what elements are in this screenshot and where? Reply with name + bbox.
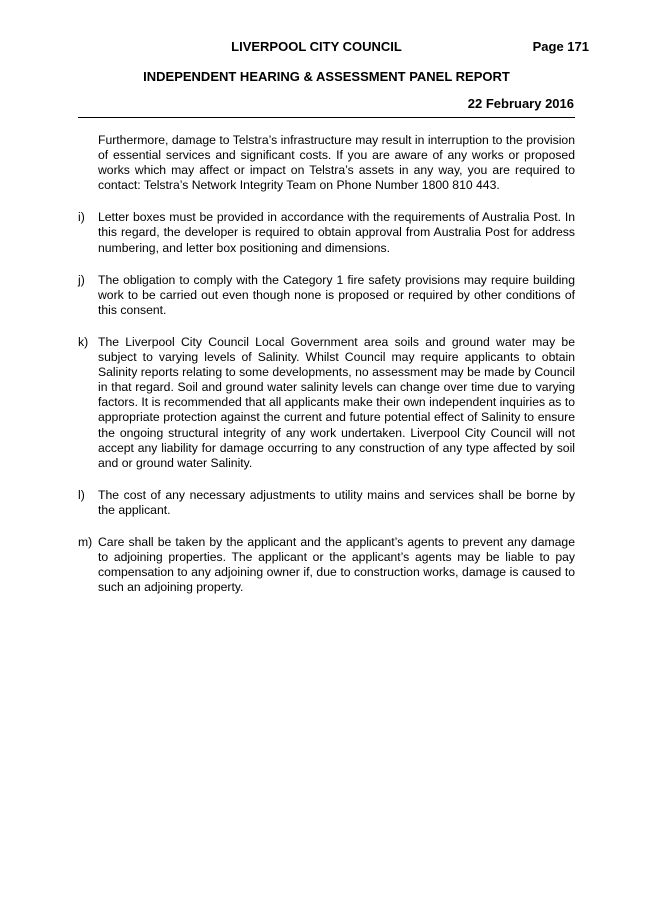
item-text: Care shall be taken by the applicant and the applicant’s agents to prevent any damage to adjoining properties. The applicant or the applicant’s agents may be liable to pay compensation to any adjoining owner if, due to construction works, damage is caused to such an adjoining property. [98,534,575,595]
item-text: The Liverpool City Council Local Government area soils and ground water may be subject to varying levels of Salinity. Whilst Council may require applicants to obtain Salinity reports relating to some developments, no assessment may be made by Council in that regard. Soil and ground water salinity levels can change over time due to varying factors. It is recommended that all applicants make their own independent inquiries as to appropriate protection against the current and future potential effect of Salinity to ensure the ongoing structural integrity of any work undertaken. Liverpool City Council will not accept any liability for damage occurring to any construction of any type affected by soil and or ground water Salinity. [98,334,575,470]
item-text: The obligation to comply with the Category 1 fire safety provisions may require building work to be carried out even though none is proposed or required by other conditions of this consent. [98,272,575,317]
condition-item-i [78,210,575,255]
condition-item-m [78,535,575,595]
page-number: Page 171 [532,39,589,54]
condition-item-j [78,273,575,318]
report-date: 22 February 2016 [467,96,574,111]
item-letter: m) [78,534,93,549]
lead-paragraph: Furthermore, damage to Telstra’s infrastructure may result in interruption to the provision of essential services and significant costs. If you are aware of any works or proposed works which may affect or impact on Telstra’s assets in any way, you are required to contact: Telstra’s Network Integrity Team on Phone Number 1800 810 443. [98,133,575,193]
item-text: The cost of any necessary adjustments to utility mains and services shall be borne by the applicant. [98,487,575,517]
item-letter: l) [78,487,85,502]
header-divider [78,117,575,118]
item-text: Letter boxes must be provided in accordance with the requirements of Australia Post. In this regard, the developer is required to obtain approval from Australia Post for address numbering, and letter box positioning and dimensions. [98,210,575,255]
item-letter: i) [78,210,85,225]
council-name: LIVERPOOL CITY COUNCIL [231,39,402,54]
item-letter: k) [78,334,89,349]
report-title: INDEPENDENT HEARING & ASSESSMENT PANEL REPORT [143,69,510,84]
item-letter: j) [78,272,85,287]
document-body [78,133,575,612]
condition-item-l [78,488,575,518]
condition-item-k [78,335,575,471]
